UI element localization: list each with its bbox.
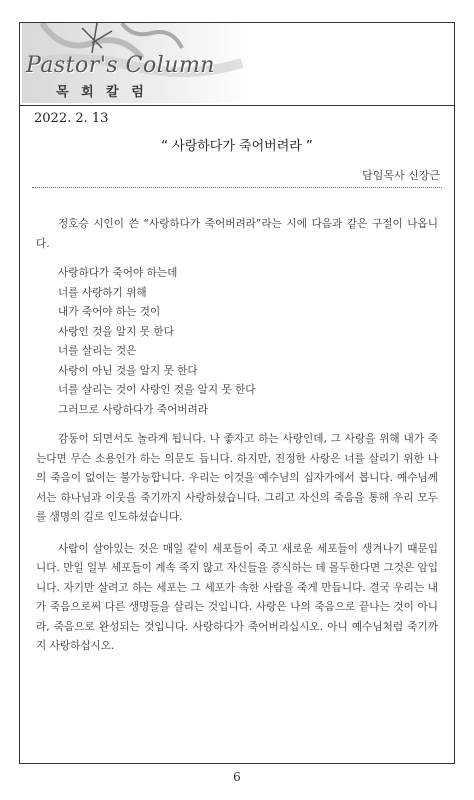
column-subtitle: 목 회 칼 럼 [56, 85, 148, 100]
poem-line: 너를 살리는 것이 사랑인 것을 알지 못 한다 [58, 384, 256, 396]
poem-line: 사랑인 것을 알지 못 한다 [58, 325, 174, 338]
body-paragraph-3: 사람이 살아있는 것은 매일 같이 세포들이 죽고 새로운 세포들이 생겨나기 때문입니다. 만일 일부 세포들이 계속 죽지 않고 자신들을 증식하는 데 몰두한다면 그것은 암입니다. 자기만 살려고 하는 세포는 그 세포가 속한 사람을 죽게 만듭니다. 결국 우리는 내가 죽음으로써 다른 생명들을 살리는 것입니다. 사랑은 나의 죽음으로 끝나는 것이 아니라, 죽음으로 완성되는 것입니다. 사랑하다가 죽어버리십시오. 아니 예수님처럼 죽기까지 사랑하십시오. [36, 542, 438, 652]
article-author: 담임목사 신장근 [362, 169, 440, 182]
poem-line: 너를 살리는 것은 [58, 345, 137, 357]
body-paragraph-2: 감동이 되면서도 놀라게 됩니다. 나 좋자고 하는 사랑인데, 그 사랑을 위해 내가 죽는다면 무슨 소용인가 하는 의문도 듭니다. 하지만, 진정한 사랑은 너를 살리기 위한 나의 죽음이 없이는 불가능합니다. 우리는 이것을 예수님의 십자가에서 봅니다. 예수님께서는 하나님과 이웃을 죽기까지 사랑하셨습니다. 그리고 자신의 죽음을 통해 우리 모두를 생명의 길로 인도하셨습니다. [36, 433, 438, 523]
intro-paragraph: 정호승 시인이 쓴 “사랑하다가 죽어버려라”라는 시에 다음과 같은 구절이 나옵니다. [36, 218, 438, 250]
poem-line: 그러므로 사랑하다가 죽어버려라 [58, 403, 209, 416]
poem-line: 사랑하다가 죽어야 하는데 [58, 267, 178, 279]
poem-line: 너를 사랑하기 위해 [58, 286, 147, 299]
article-date: 2022. 2. 13 [34, 111, 109, 126]
column-title: Pastor's Column [26, 53, 215, 78]
poem-line: 내가 죽어야 하는 것이 [58, 306, 161, 318]
article-title: “ 사랑하다가 죽어버려라 ” [161, 139, 313, 154]
page-number: 6 [233, 770, 241, 784]
dotted-divider [32, 187, 442, 188]
poem-quote [58, 264, 438, 420]
article-body [36, 215, 438, 657]
poem-line: 사랑이 아닌 것을 알지 못 한다 [58, 364, 198, 377]
page-frame [19, 22, 455, 764]
column-header [20, 23, 454, 106]
